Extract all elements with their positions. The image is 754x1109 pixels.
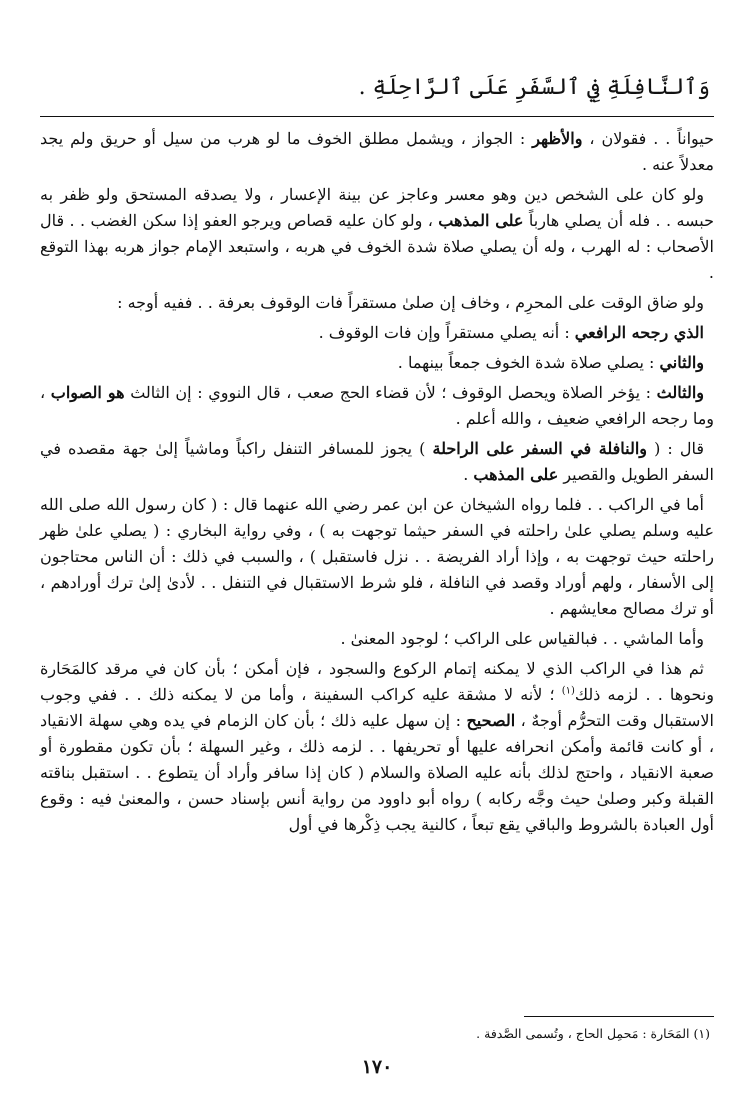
footnote-divider [524,1016,714,1017]
paragraph: قال : ( والنافلة في السفر على الراحلة ) يجوز للمسافر التنفل راكباً وماشياً إلىٰ جهة مقصده في السفر الطويل والقصير على المذهب . [40,439,714,484]
paragraph: وأما الماشي . . فبالقياس على الراكب ؛ لوجود المعنىٰ . [340,629,704,648]
header-divider [40,116,714,117]
page-number: ١٧٠ [361,1056,393,1078]
footnote: (١) المَحَارة : مَحمِل الحاج ، وتُسمى الصَّدفة . [476,1026,710,1041]
paragraph: ثم هذا في الراكب الذي لا يمكنه إتمام الركوع والسجود ، فإن أمكن ؛ بأن كان في مرقد كالمَحَارة ونحوها . . لزمه ذلك$^{(١)}$ ؛ لأنه لا مشقة عليه كراكب السفينة ، وأما من لا يمكنه ذلك . . ففي وجوب الاستقبال وقت التحرُّم أوجهٌ ، الصحيح : إن سهل عليه ذلك ؛ بأن كان الزمام في يده وهي سهلة الانقياد ، أو كانت قائمة وأمكن انحرافه عليها أو تحريفها . . لزمه ذلك ، وغير السهلة ؛ بأن تكون مقطورة أو صعبة الانقياد ، واحتج لذلك بأنه عليه الصلاة والسلام ( كان إذا سافر وأراد أن يتطوع . . استقبل بناقته القبلة وكبر وصلىٰ حيث وجَّه ركابه ) رواه أبو داوود من رواية أنس بإسناد حسن ، والمعنىٰ فيه : وقوع أول العبادة بالشروط والباقي يقع تبعاً ، كالنية يجب ذِكْرها في أول [40,659,715,834]
paragraph: الذي رجحه الرافعي : أنه يصلي مستقراً وإن فات الوقوف . [318,323,704,342]
paragraph: ولو كان على الشخص دين وهو معسر وعاجز عن بينة الإعسار ، ولا يصدقه المستحق ولو ظفر به حبسه . . فله أن يصلي هارباً على المذهب ، ولو كان عليه قصاص ويرجو العفو إذا سكن الغضب . . قال الأصحاب : له الهرب ، وله أن يصلي صلاة شدة الخوف في هربه ، واستبعد الإمام جواز هربه بهذا التوقع . [40,185,715,282]
paragraph: أما في الراكب . . فلما رواه الشيخان عن ابن عمر رضي الله عنهما قال : ( كان رسول الله صلى الله عليه وسلم يصلي علىٰ راحلته في السفر حيثما توجهت به ) ، وفي رواية البخاري : ( يصلي علىٰ ظهر راحلته حيث توجهت به ، وإذا أراد الفريضة . . نزل فاستقبل ) ، والسبب في ذلك : أن الناس محتاجون إلى الأسفار ، ولهم أوراد وقصد في النافلة ، فلو شرط الاستقبال في التنفل . . لأدىٰ إلىٰ ترك أورادهم ، أو ترك مصالح معايشهم . [40,495,715,618]
paragraph: ولو ضاق الوقت على المحرِم ، وخاف إن صلىٰ مستقراً فات الوقوف بعرفة . . ففيه أوجه : [117,293,704,312]
paragraph: والثالث : يؤخر الصلاة ويحصل الوقوف ؛ لأن قضاء الحج صعب ، قال النووي : إن الثالث هو الصواب ، وما رجحه الرافعي ضعيف ، والله أعلم . [40,383,714,428]
footnote-reference[interactable]: (١) [561,685,575,697]
paragraph: حيواناً . . فقولان ، والأظهر : الجواز ، ويشمل مطلق الخوف ما لو هرب من سيل أو حريق ولم يجد معدلاً عنه . [40,129,715,174]
paragraph: والثاني : يصلي صلاة شدة الخوف جمعاً بينهما . [397,353,704,372]
running-header-title: وَٱلنَّافِلَةِ فِي ٱلسَّفَرِ عَلَى ٱلرَّاحِلَةِ . [358,75,710,100]
main-text [40,126,714,842]
